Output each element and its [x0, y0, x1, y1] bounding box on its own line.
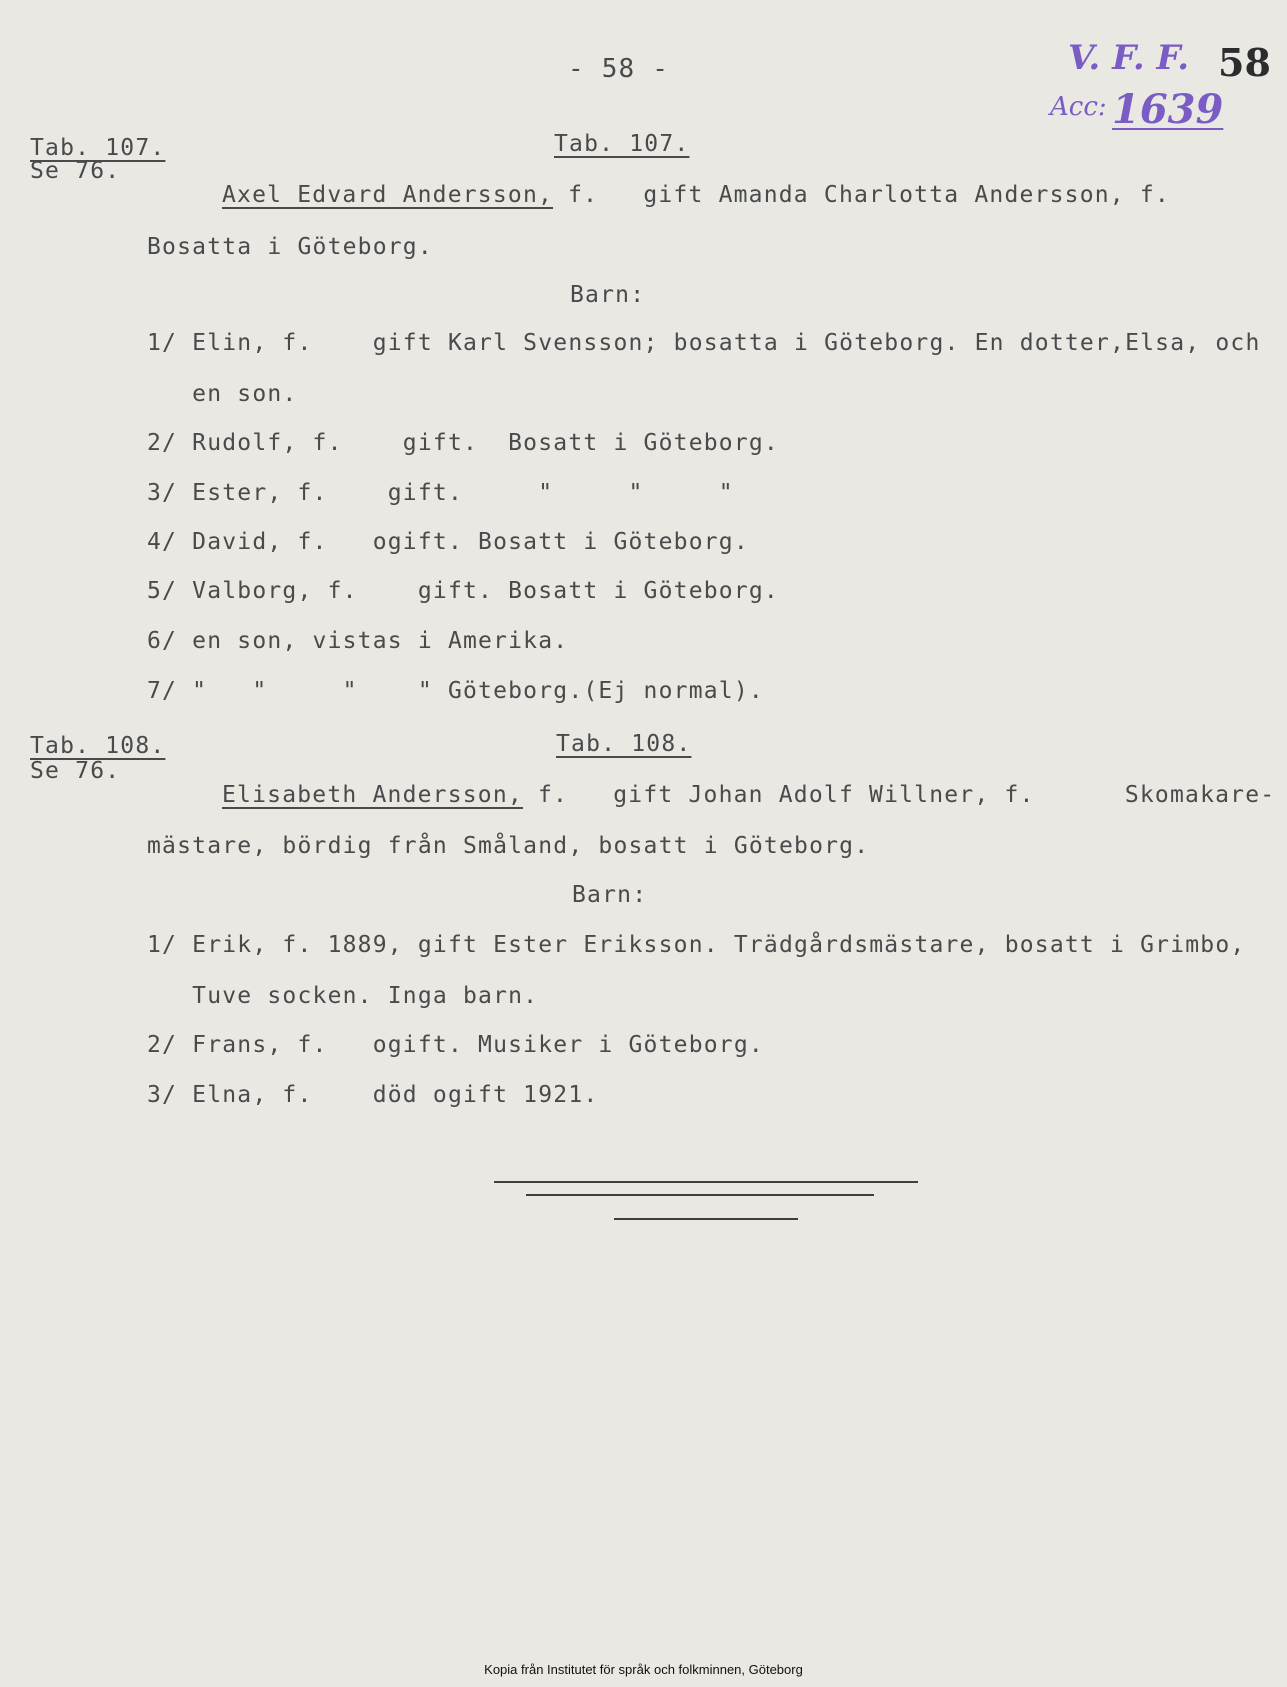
child-line: 4/ David, f. ogift. Bosatt i Göteborg.	[147, 529, 749, 555]
acc-stamp-label: Acc:	[1050, 92, 1107, 122]
closing-rule-short	[614, 1218, 798, 1220]
heading-tab-108: Tab. 108.	[556, 731, 692, 757]
child-line: 1/ Erik, f. 1889, gift Ester Eriksson. Trädgårdsmästare, bosatt i Grimbo,	[147, 932, 1246, 958]
archive-page-number: 58	[1218, 40, 1271, 85]
vff-stamp: V. F. F.	[1068, 38, 1190, 78]
acc-stamp-number: 1639	[1112, 86, 1224, 133]
child-line: en son.	[147, 381, 298, 407]
person-name-107: Axel Edvard Andersson,	[222, 182, 554, 208]
child-line: 7/ " " " " Göteborg.(Ej normal).	[147, 678, 764, 704]
child-line: 3/ Elna, f. död ogift 1921.	[147, 1082, 599, 1108]
person-details-108: f. gift Johan Adolf Willner, f. Skomakare-	[522, 782, 1276, 808]
child-line: 1/ Elin, f. gift Karl Svensson; bosatta i Göteborg. En dotter,Elsa, och	[147, 330, 1261, 356]
person-name-108: Elisabeth Andersson,	[222, 782, 523, 808]
margin-see-108: Se 76.	[30, 758, 121, 784]
child-line: 6/ en son, vistas i Amerika.	[147, 628, 569, 654]
person-details-107: f. gift Amanda Charlotta Andersson, f.	[553, 182, 1170, 208]
closing-rule-long	[494, 1181, 918, 1183]
children-label-107: Barn:	[570, 282, 646, 308]
child-line: 2/ Rudolf, f. gift. Bosatt i Göteborg.	[147, 430, 779, 456]
heading-tab-107: Tab. 107.	[554, 131, 690, 157]
occupation-line-108: mästare, bördig från Småland, bosatt i Göteborg.	[147, 833, 870, 859]
child-line: 2/ Frans, f. ogift. Musiker i Göteborg.	[147, 1032, 764, 1058]
child-line: 3/ Ester, f. gift. " " "	[147, 480, 734, 506]
margin-see-107: Se 76.	[30, 158, 121, 184]
child-line: Tuve socken. Inga barn.	[147, 983, 539, 1009]
person-line-108	[222, 782, 1275, 808]
page-number: - 58 -	[568, 54, 670, 84]
margin-tab-108: Tab. 108.	[30, 733, 166, 759]
archive-footer: Kopia från Institutet för språk och folkminnen, Göteborg	[484, 1662, 803, 1677]
children-label-108: Barn:	[572, 882, 648, 908]
closing-rule-medium	[526, 1194, 874, 1196]
person-line-107	[222, 182, 1170, 208]
residence-107: Bosatta i Göteborg.	[147, 234, 433, 260]
child-line: 5/ Valborg, f. gift. Bosatt i Göteborg.	[147, 578, 779, 604]
margin-tab-107: Tab. 107.	[30, 135, 166, 161]
